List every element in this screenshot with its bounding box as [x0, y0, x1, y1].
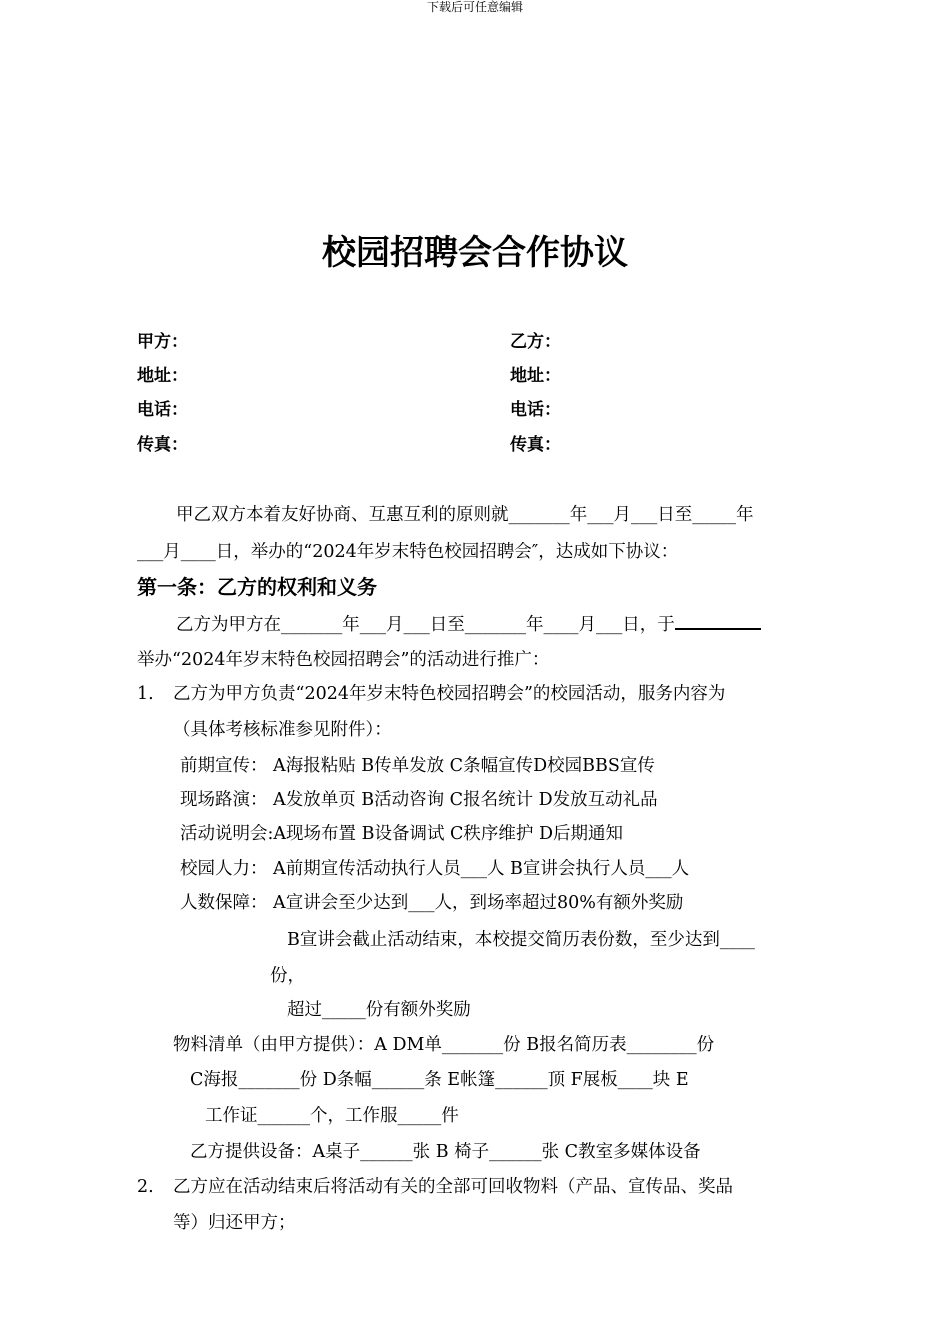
item-2-number: 2. [137, 1177, 154, 1197]
party-b-phone: 电话： [510, 400, 561, 420]
headcount-guarantee-b: B宣讲会截止活动结束，本校提交简历表份数，至少达到____ [287, 930, 755, 950]
headcount-guarantee-a: 人数保障： A宣讲会至少达到___人，到场率超过80%有额外奖励 [180, 893, 684, 913]
headcount-bonus: 超过_____份有额外奖励 [287, 1000, 471, 1020]
item-1-number: 1. [137, 684, 154, 704]
intro-line-1: 甲乙双方本着友好协商、互惠互利的原则就_______年___月___日至_____年 [176, 505, 754, 525]
intro-line-2: ___月____日，举办的“2024年岁末特色校园招聘会″，达成如下协议： [137, 542, 679, 562]
party-b-label: 乙方： [510, 332, 561, 352]
page-header: 下载后可任意编辑 [426, 0, 523, 14]
party-b-address: 地址： [510, 366, 561, 386]
party-a-label: 甲方： [137, 332, 188, 352]
venue-blank [675, 610, 761, 630]
pre-publicity: 前期宣传： A海报粘贴 B传单发放 C条幅宣传D校园BBS宣传 [180, 756, 655, 776]
roadshow: 现场路演： A发放单页 B活动咨询 C报名统计 D发放互动礼品 [180, 790, 658, 810]
materials-line-1: 物料清单（由甲方提供）：A DM单_______份 B报名简历表________份 [173, 1035, 715, 1055]
section-line-1-text: 乙方为甲方在_______年___月___日至_______年____月___日，于 [176, 615, 675, 635]
section-line-1 [176, 610, 761, 637]
section-line-2: 举办“2024年岁末特色校园招聘会”的活动进行推广： [137, 650, 550, 670]
document-title: 校园招聘会合作协议 [322, 233, 628, 273]
party-a-fax: 传真： [137, 435, 188, 455]
item-1-line-2: （具体考核标准参见附件）： [173, 720, 392, 740]
party-a-phone: 电话： [137, 400, 188, 420]
party-b-fax: 传真： [510, 435, 561, 455]
campus-staff: 校园人力： A前期宣传活动执行人员___人 B宣讲会执行人员___人 [180, 859, 690, 879]
equipment-line: 乙方提供设备：A桌子______张 B 椅子______张 C教室多媒体设备 [190, 1142, 701, 1162]
item-2-line-1: 乙方应在活动结束后将活动有关的全部可回收物料（产品、宣传品、奖品 [173, 1177, 733, 1197]
section-heading: 第一条：乙方的权利和义务 [137, 575, 377, 599]
item-2-line-2: 等）归还甲方； [173, 1213, 296, 1233]
materials-line-2: C海报_______份 D条幅______条 E帐篷______顶 F展板____块 E [190, 1070, 689, 1090]
party-a-address: 地址： [137, 366, 188, 386]
info-session: 活动说明会:A现场布置 B设备调试 C秩序维护 D后期通知 [180, 824, 624, 844]
headcount-guarantee-b-cont: 份， [270, 966, 305, 986]
item-1-line-1: 乙方为甲方负责“2024年岁末特色校园招聘会”的校园活动，服务内容为 [173, 684, 726, 704]
materials-line-3: 工作证______个，工作服_____件 [205, 1106, 459, 1126]
